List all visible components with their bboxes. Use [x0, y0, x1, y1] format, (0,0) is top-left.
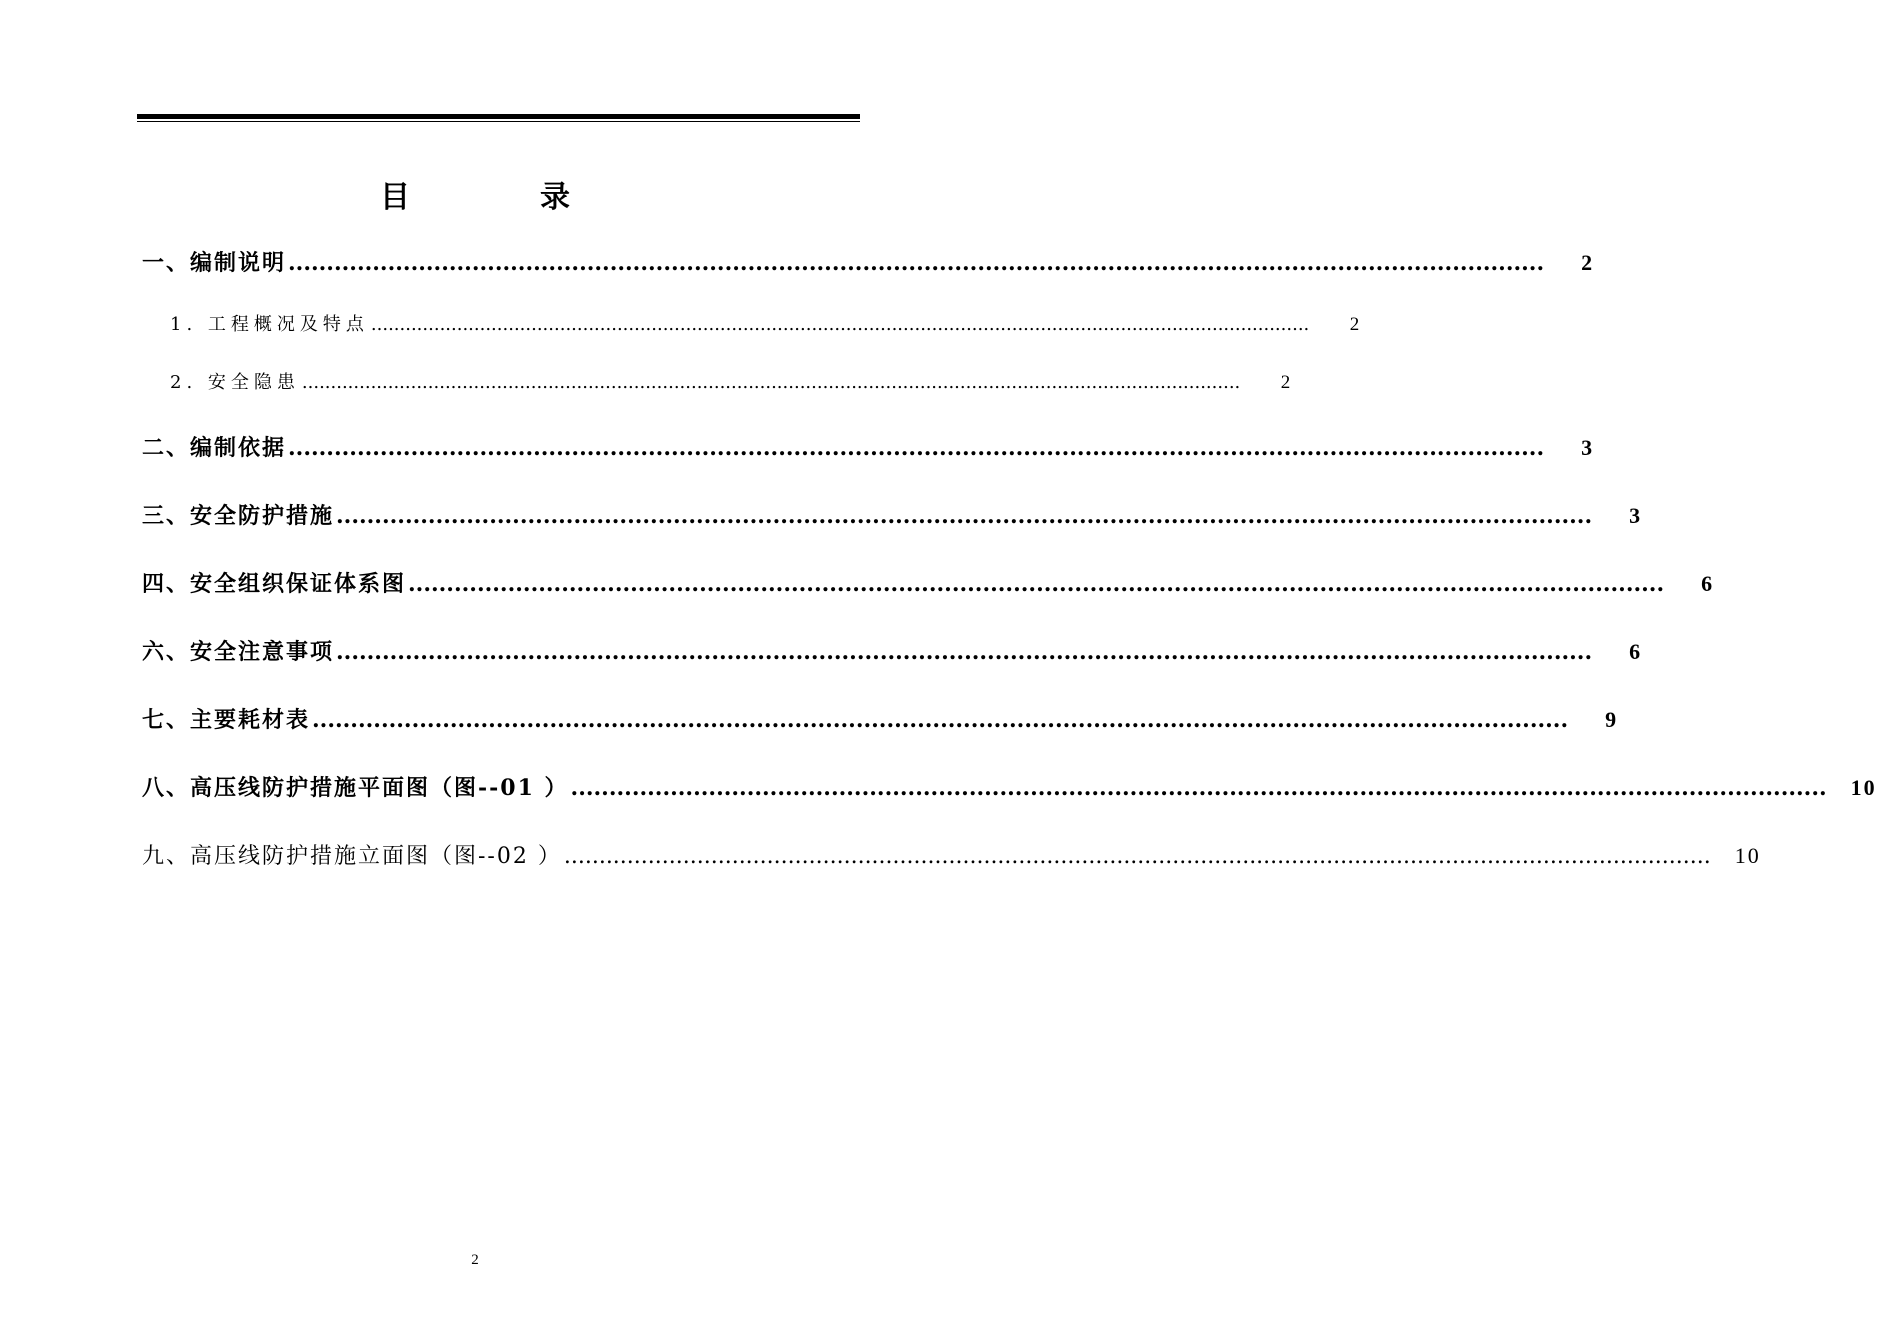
- toc-leader-dots: ....................................................................................................................................................................: [312, 707, 1569, 733]
- toc-entry-label: 2. 安全隐患: [170, 372, 300, 393]
- toc-entry-page: 10: [1734, 843, 1761, 868]
- toc-entry-page: 2: [1280, 372, 1291, 393]
- toc-leader-dots: ....................................................................................................................................................................: [563, 844, 1711, 869]
- toc-title-char-2: 录: [540, 180, 570, 215]
- toc-entry[interactable]: [142, 368, 1291, 394]
- toc-entry-label: 九、高压线防护措施立面图（图--02 ）: [142, 844, 562, 869]
- toc-entry[interactable]: [142, 499, 1643, 530]
- toc-entry-label: 一、编制说明: [142, 250, 287, 276]
- header-rule-thick: [137, 114, 860, 119]
- toc-leader-dots: ....................................................................................................................................................................: [408, 571, 1665, 597]
- toc-entry-page: 10: [1850, 775, 1877, 800]
- toc-entry-page: 2: [1581, 250, 1595, 275]
- toc-entry-label: 二、编制依据: [142, 435, 287, 461]
- toc-entry-page: 9: [1605, 707, 1619, 732]
- toc-entry-label: 六、安全注意事项: [142, 639, 335, 665]
- toc-entry-page: 3: [1629, 503, 1643, 528]
- toc-entry-label: 四、安全组织保证体系图: [142, 571, 407, 597]
- toc-entry[interactable]: [142, 703, 1619, 734]
- toc-entry-page: 6: [1701, 571, 1715, 596]
- toc-entry-page: 6: [1629, 639, 1643, 664]
- toc-entry-label: 八、高压线防护措施平面图（图--01 ）: [142, 775, 569, 801]
- toc-entry-label: 七、主要耗材表: [142, 707, 311, 733]
- header-rule-thin: [137, 121, 860, 122]
- toc-entry[interactable]: [142, 839, 1761, 870]
- toc-leader-dots: ....................................................................................................................................................................: [370, 314, 1310, 335]
- toc-leader-dots: ....................................................................................................................................................................: [288, 435, 1545, 461]
- toc-entry-label: 三、安全防护措施: [142, 503, 335, 529]
- toc-entry[interactable]: [142, 635, 1643, 666]
- toc-entry[interactable]: [142, 567, 1715, 598]
- toc-leader-dots: ....................................................................................................................................................................: [301, 372, 1241, 393]
- toc-entry-label: 1. 工程概况及特点: [170, 314, 369, 335]
- toc-entry-page: 3: [1581, 435, 1595, 460]
- toc-entry-page: 2: [1349, 314, 1360, 335]
- toc-title-char-1: 目: [380, 180, 410, 215]
- toc-leader-dots: ....................................................................................................................................................................: [288, 250, 1545, 276]
- toc-entry[interactable]: [142, 431, 1595, 462]
- toc-entry[interactable]: [142, 771, 1877, 802]
- page-number: 2: [471, 1252, 479, 1268]
- toc-leader-dots: ....................................................................................................................................................................: [336, 503, 1593, 529]
- toc-title: [0, 172, 950, 216]
- toc-leader-dots: ....................................................................................................................................................................: [570, 775, 1827, 801]
- toc-entry[interactable]: [142, 310, 1360, 336]
- toc-entry[interactable]: [142, 246, 1595, 277]
- toc-leader-dots: ....................................................................................................................................................................: [336, 639, 1593, 665]
